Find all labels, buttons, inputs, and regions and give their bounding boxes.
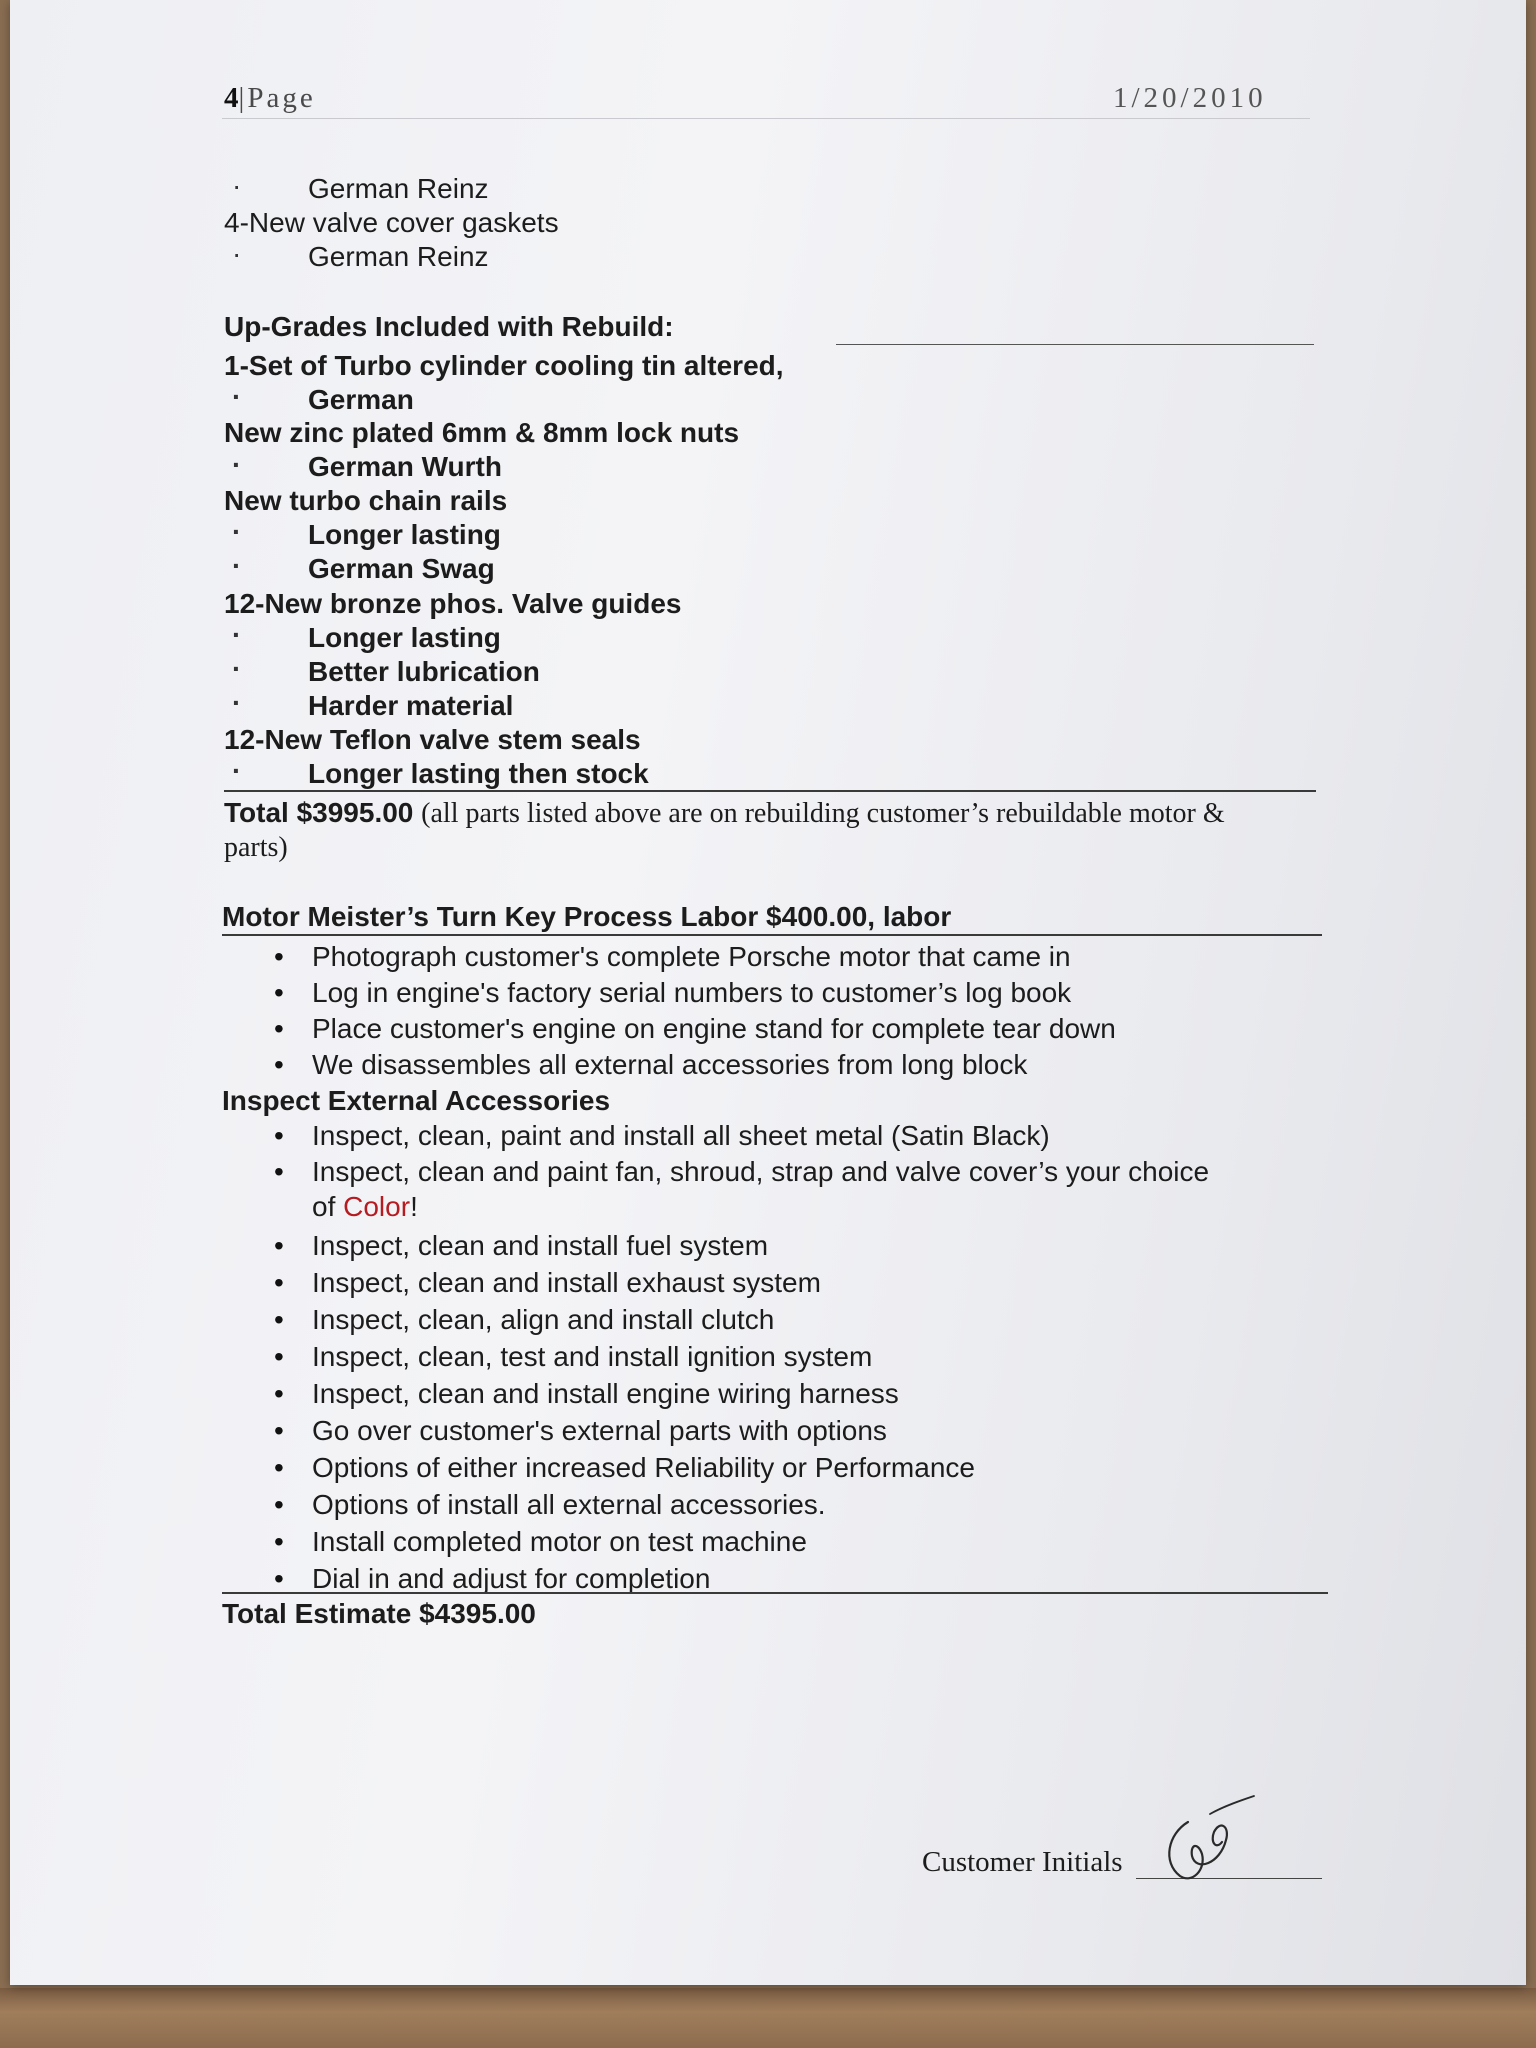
inspect-item-suffix: ! [410, 1191, 418, 1222]
upgrades-heading: Up-Grades Included with Rebuild: [224, 311, 674, 342]
inspect-item: Inspect, clean and install fuel system [312, 1230, 769, 1261]
bullet-dot: · [232, 550, 242, 581]
bullet-dot: • [274, 1120, 284, 1151]
heading-rule [836, 344, 1314, 345]
upgrade-item: 12-New bronze phos. Valve guides [224, 588, 682, 619]
inspect-item: Inspect, clean and install engine wiring harness [312, 1378, 899, 1409]
bullet-dot: • [274, 1452, 284, 1483]
bullet-dot: • [274, 1013, 284, 1044]
section-rule [222, 1592, 1328, 1594]
parts-item: German Reinz [308, 173, 489, 204]
bullet-dot: • [274, 1304, 284, 1335]
upgrade-item: Longer lasting then stock [308, 758, 649, 789]
upgrade-item: New turbo chain rails [224, 485, 508, 516]
parts-item: German Reinz [308, 241, 489, 272]
inspect-item: Options of install all external accessories. [312, 1489, 826, 1520]
bullet-dot: • [274, 1563, 284, 1594]
bullet-dot: · [232, 449, 242, 480]
page-number: 4 [224, 82, 239, 114]
bullet-dot: · [232, 653, 242, 684]
bullet-dot: • [274, 1267, 284, 1298]
inspect-item: Go over customer's external parts with options [312, 1415, 887, 1446]
upgrade-item: New zinc plated 6mm & 8mm lock nuts [224, 417, 740, 448]
bullet-dot: • [274, 941, 284, 972]
inspect-item: Inspect, clean and install exhaust system [312, 1267, 821, 1298]
upgrade-item: German Swag [308, 553, 495, 584]
section-rule [222, 934, 1322, 936]
upgrade-item: German Wurth [308, 451, 502, 482]
header-rule [222, 118, 1310, 119]
upgrade-item: Harder material [308, 690, 514, 721]
customer-initials-label: Customer Initials [922, 1846, 1123, 1878]
bullet-dot: • [274, 977, 284, 1008]
upgrade-item: Longer lasting [308, 519, 501, 550]
inspect-item: Inspect, clean, test and install ignition system [312, 1341, 873, 1372]
inspect-heading: Inspect External Accessories [222, 1085, 611, 1116]
bullet-dot: • [274, 1049, 284, 1080]
total-estimate: Total Estimate $4395.00 [222, 1598, 536, 1629]
handwritten-initials [1150, 1792, 1270, 1887]
total-parts-note-continued: parts) [224, 832, 288, 863]
inspect-item-prefix: of [312, 1191, 344, 1222]
upgrade-item: Better lubrication [308, 656, 540, 687]
bullet-dot: • [274, 1341, 284, 1372]
total-parts-amount: Total $3995.00 [224, 797, 414, 828]
labor-heading: Motor Meister’s Turn Key Process Labor $400.00, labor [222, 901, 952, 932]
header-date: 1/20/2010 [1113, 82, 1267, 114]
labor-item: Place customer's engine on engine stand for complete tear down [312, 1013, 1116, 1044]
upgrade-item: 1-Set of Turbo cylinder cooling tin altered, [224, 350, 784, 381]
upgrade-item: Longer lasting [308, 622, 501, 653]
bullet-dot: · [232, 755, 242, 786]
bullet-dot: • [274, 1489, 284, 1520]
inspect-item: Inspect, clean, align and install clutch [312, 1304, 775, 1335]
total-parts-note: (all parts listed above are on rebuilding customer’s rebuildable motor & [421, 798, 1225, 829]
bullet-dot: · [232, 238, 242, 269]
upgrade-item: 12-New Teflon valve stem seals [224, 724, 641, 755]
inspect-item: Install completed motor on test machine [312, 1526, 807, 1557]
document-page [10, 0, 1526, 1985]
bullet-dot: · [232, 170, 242, 201]
inspect-item: Inspect, clean, paint and install all sheet metal (Satin Black) [312, 1120, 1050, 1151]
bullet-dot: · [232, 687, 242, 718]
bullet-dot: · [232, 516, 242, 547]
labor-item: We disassembles all external accessories from long block [312, 1049, 1028, 1080]
page-number-header: 4|Page [224, 82, 316, 114]
inspect-item: Inspect, clean and paint fan, shroud, strap and valve cover’s your choice [312, 1156, 1210, 1187]
labor-item: Log in engine's factory serial numbers to customer’s log book [312, 977, 1072, 1008]
bullet-dot: • [274, 1415, 284, 1446]
color-highlight: Color [343, 1191, 411, 1222]
parts-item: 4-New valve cover gaskets [224, 207, 559, 238]
section-rule [224, 790, 1316, 792]
bullet-dot: • [274, 1526, 284, 1557]
inspect-item: Dial in and adjust for completion [312, 1563, 711, 1594]
inspect-item: Options of either increased Reliability or Performance [312, 1452, 975, 1483]
bullet-dot: • [274, 1156, 284, 1187]
bullet-dot: · [232, 381, 242, 412]
inspect-item-continued [312, 1190, 418, 1224]
bullet-dot: · [232, 619, 242, 650]
labor-item: Photograph customer's complete Porsche motor that came in [312, 941, 1071, 972]
page-label: Page [247, 82, 316, 114]
total-parts [224, 796, 1225, 831]
bullet-dot: • [274, 1230, 284, 1261]
table-surface [0, 1988, 1536, 2048]
bullet-dot: • [274, 1378, 284, 1409]
upgrade-item: German [308, 384, 414, 415]
